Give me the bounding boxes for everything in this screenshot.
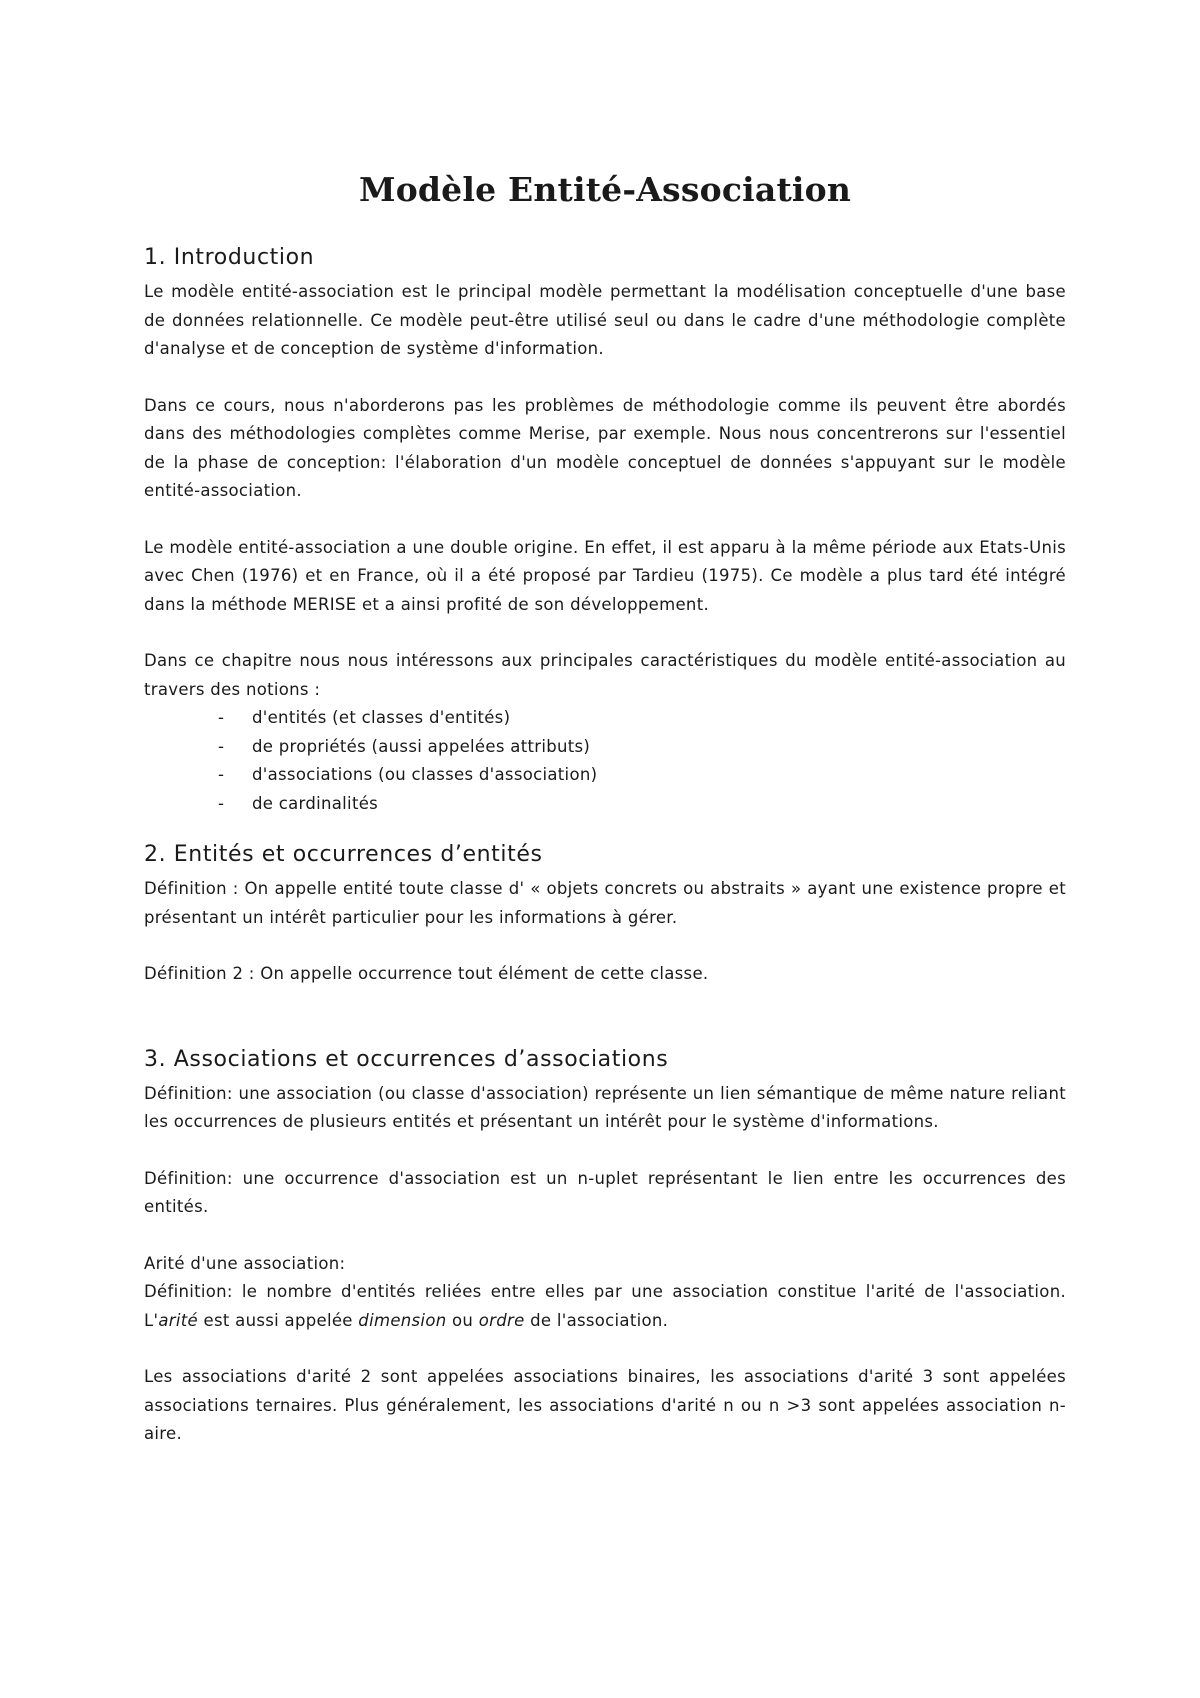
list-marker: - (218, 736, 225, 756)
spacer (144, 1017, 1066, 1047)
paragraph: Dans ce chapitre nous nous intéressons aux principales caractéristiques du modèle entité-association au travers des notions : (144, 651, 1066, 699)
arity-label: Arité d'une association: (144, 1253, 346, 1273)
list-item (144, 790, 1066, 819)
section-heading: 3. Associations et occurrences d’associations (144, 1046, 669, 1072)
list-item (144, 761, 1066, 790)
paragraph: Le modèle entité-association est le principal modèle permettant la modélisation conceptuelle d'une base de données relationnelle. Ce modèle peut-être utilisé seul ou dans le cadre d'une méthodologie complète d'analyse et de conception de système d'information. (144, 282, 1066, 358)
emphasis: arité (158, 1310, 198, 1330)
list-item-text: de propriétés (aussi appelées attributs) (252, 736, 591, 756)
list-marker: - (218, 708, 225, 727)
document-title: Modèle Entité-Association (358, 170, 852, 209)
list-item (144, 733, 1066, 762)
list-item (144, 704, 1066, 733)
paragraph: Définition : On appelle entité toute classe d' « objets concrets ou abstraits » ayant une existence propre et présentant un intérêt particulier pour les informations à gérer. (144, 879, 1066, 927)
section-heading: 1. Introduction (144, 245, 315, 270)
list-item-text: d'associations (ou classes d'association) (252, 765, 598, 784)
emphasis: dimension (358, 1310, 447, 1330)
paragraph: Définition: une association (ou classe d'association) représente un lien sémantique de même nature reliant les occurrences de plusieurs entités et présentant un intérêt pour le système d'informations. (144, 1083, 1066, 1131)
section-heading: 2. Entités et occurrences d’entités (144, 842, 543, 867)
document-page (144, 170, 1066, 1477)
section-associations (144, 1047, 1066, 1449)
list-item-text: de cardinalités (252, 793, 379, 813)
list-marker: - (218, 765, 225, 784)
emphasis: ordre (478, 1310, 525, 1330)
notions-list (144, 704, 1066, 818)
paragraph: Définition 2 : On appelle occurrence tout élément de cette classe. (144, 964, 709, 983)
text-run: est aussi appelée (197, 1310, 359, 1330)
list-marker: - (218, 793, 225, 813)
paragraph: Le modèle entité-association a une double origine. En effet, il est apparu à la même période aux Etats-Unis avec Chen (1976) et en France, où il a été proposé par Tardieu (1975). Ce modèle a plus tard été intégré dans la méthode MERISE et a ainsi profité de son développement. (144, 537, 1066, 614)
section-introduction (144, 245, 1066, 818)
list-item-text: d'entités (et classes d'entités) (252, 708, 511, 727)
text-run: ou (446, 1310, 479, 1330)
paragraph: Définition: une occurrence d'association est un n-uplet représentant le lien entre les occurrences des entités. (144, 1168, 1066, 1216)
paragraph: Les associations d'arité 2 sont appelées associations binaires, les associations d'arité 3 sont appelées associations ternaires. Plus généralement, les associations d'arité n ou n >3 sont appelées association n-aire. (144, 1367, 1066, 1443)
text-run: de l'association. (524, 1310, 669, 1330)
section-entites (144, 842, 1066, 989)
arity-definition (144, 1278, 1066, 1335)
text-run: Définition: le nombre d'entités reliées entre elles par une association constitue l'arité de l'association. L' (144, 1282, 1066, 1330)
paragraph: Dans ce cours, nous n'aborderons pas les problèmes de méthodologie comme ils peuvent être abordés dans des méthodologies complètes comme Merise, par exemple. Nous nous concentrerons sur l'essentiel de la phase de conception: l'élaboration d'un modèle conceptuel de données s'appuyant sur le modèle entité-association. (144, 395, 1066, 500)
